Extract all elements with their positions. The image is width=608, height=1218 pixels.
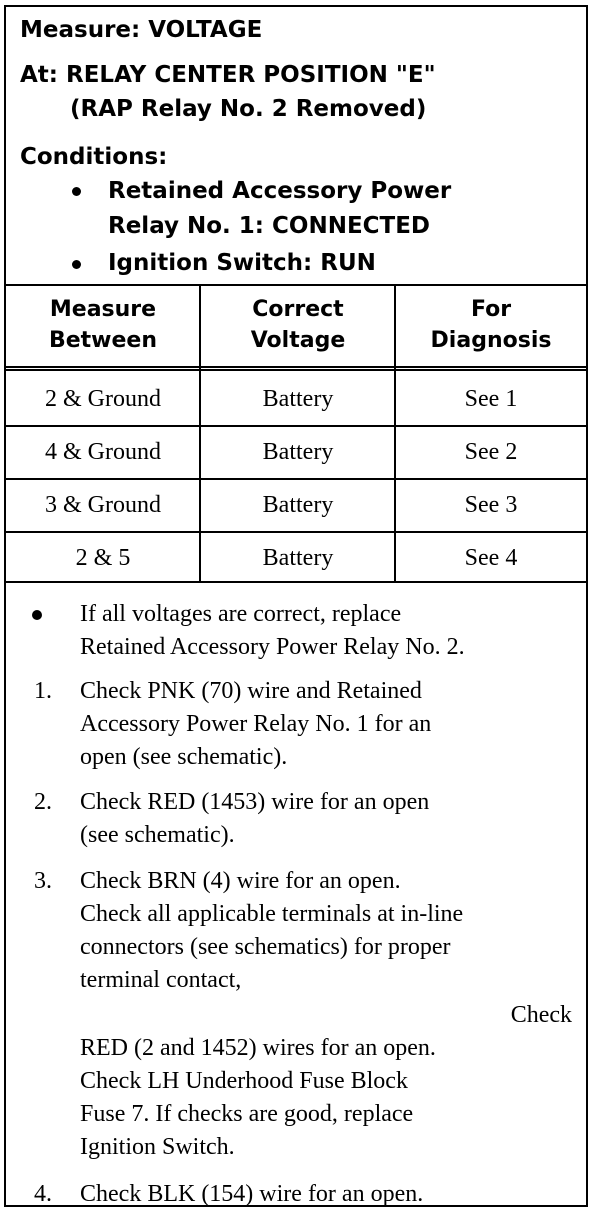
table-row (6, 427, 586, 480)
conditions-label: Conditions: (20, 144, 168, 170)
location-note: (RAP Relay No. 2 Removed) (70, 96, 427, 122)
location-label: At: RELAY CENTER POSITION "E" (20, 62, 436, 88)
table-row (6, 533, 586, 583)
bullet-icon (72, 187, 81, 196)
cell-diagnosis: See 2 (464, 439, 518, 465)
cell-diagnosis: See 1 (464, 386, 518, 412)
bullet-icon (72, 260, 81, 269)
cell-voltage: Battery (262, 545, 334, 571)
bullet-icon (32, 610, 42, 620)
cell-between: 4 & Ground (45, 439, 161, 465)
table-row (6, 374, 586, 427)
condition-2: Ignition Switch: RUN (108, 250, 376, 276)
cell-between: 3 & Ground (45, 492, 161, 518)
cell-diagnosis: See 4 (464, 545, 518, 571)
cell-between: 2 & 5 (75, 545, 131, 571)
column-header-diagnosis: For Diagnosis (430, 297, 552, 353)
cell-voltage: Battery (262, 439, 334, 465)
conditions-header (6, 7, 586, 286)
condition-1-line2: Relay No. 1: CONNECTED (108, 213, 431, 239)
measure-label: Measure: VOLTAGE (20, 17, 263, 43)
cell-voltage: Battery (262, 492, 334, 518)
column-header-voltage: Correct Voltage (250, 297, 346, 353)
column-header-between: Measure Between (48, 297, 158, 353)
cell-between: 2 & Ground (45, 386, 161, 412)
table-header (6, 284, 586, 371)
note-item-3-continued: RED (2 and 1452) wires for an open. Check LH Underhood Fuse Block Fuse 7. If checks are good, replace Ignition Switch. (80, 1035, 436, 1160)
table-row (6, 480, 586, 533)
note-item-3-check: Check (510, 1002, 572, 1028)
condition-1-line1: Retained Accessory Power (108, 178, 452, 204)
cell-voltage: Battery (262, 386, 334, 412)
cell-diagnosis: See 3 (464, 492, 518, 518)
